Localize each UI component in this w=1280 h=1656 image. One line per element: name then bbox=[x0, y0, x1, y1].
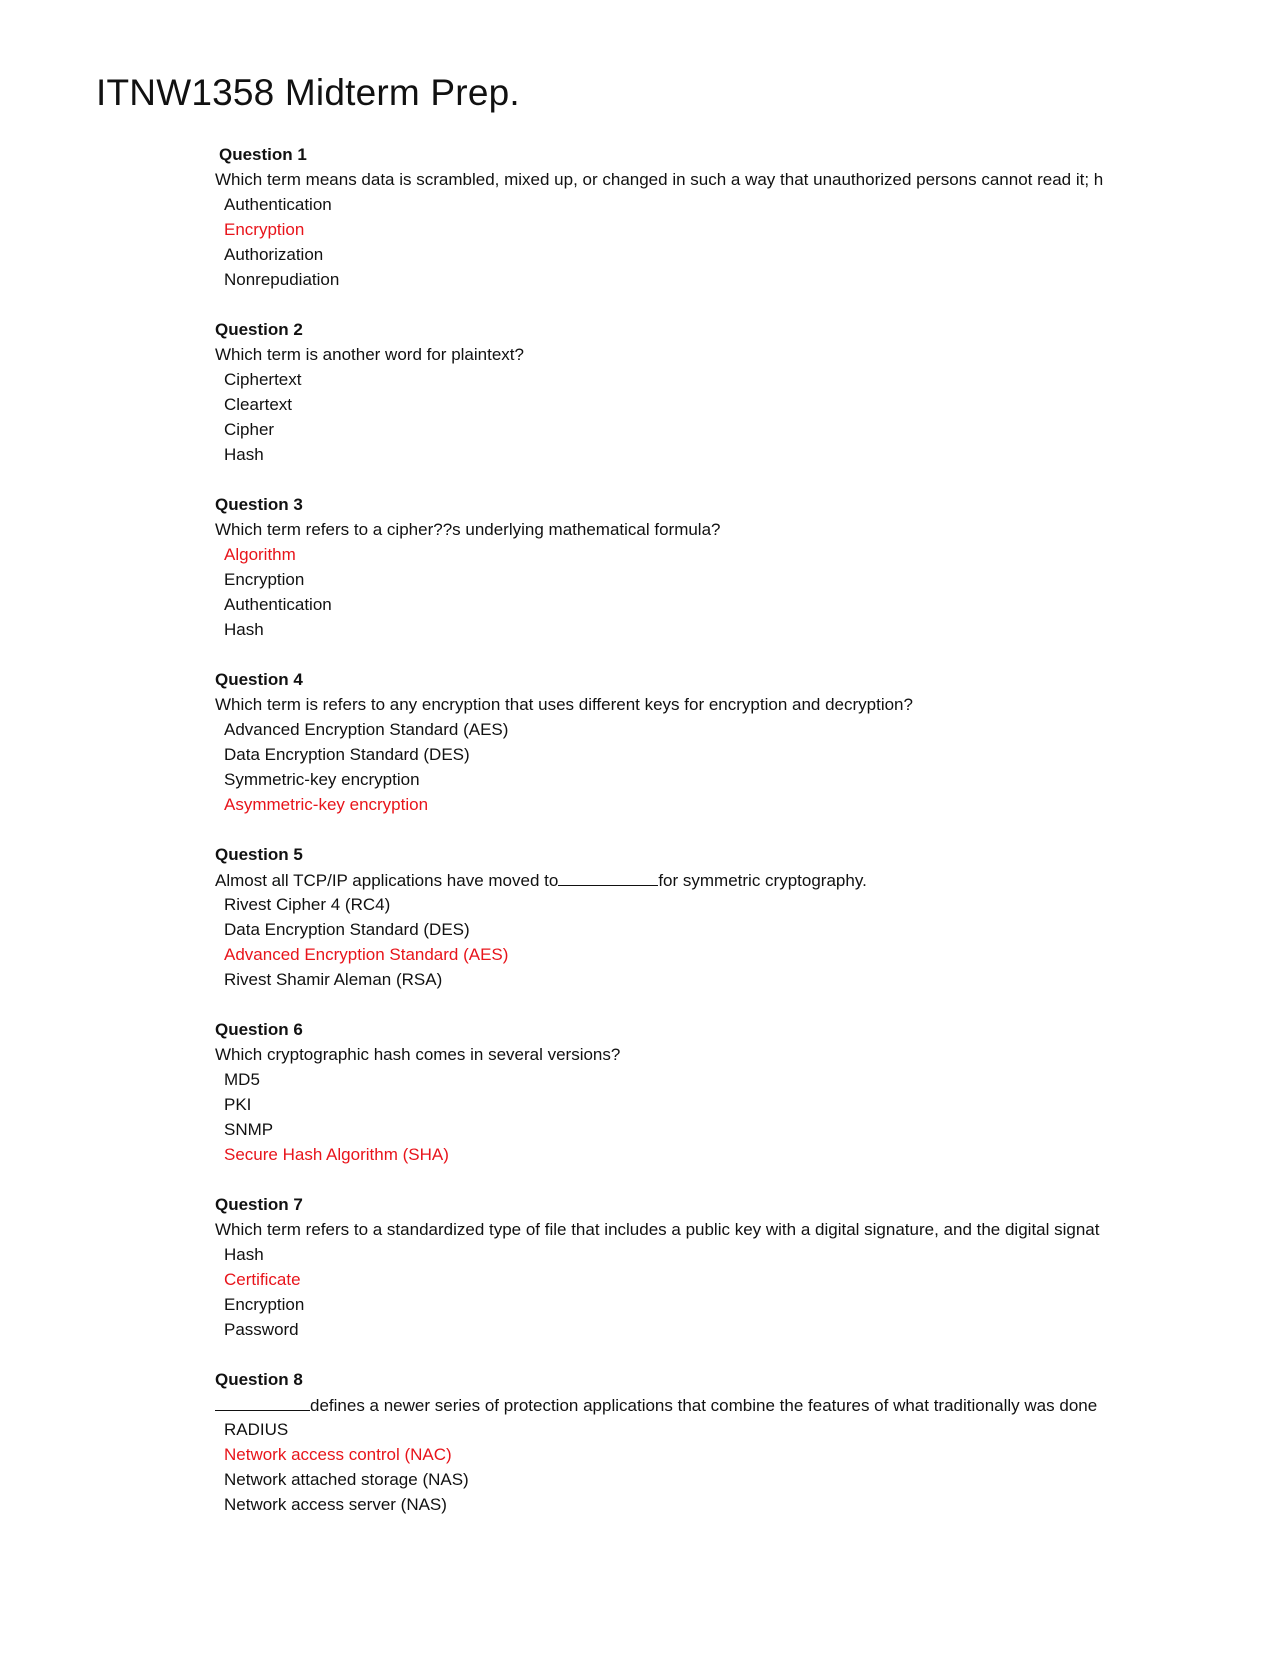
page-title: ITNW1358 Midterm Prep. bbox=[96, 72, 520, 113]
answer-option: MD5 bbox=[224, 1070, 260, 1089]
fill-in-blank bbox=[215, 1392, 310, 1411]
answer-option: Cipher bbox=[224, 420, 275, 439]
question-heading: Question 8 bbox=[215, 1370, 303, 1389]
answer-option: Authentication bbox=[224, 195, 332, 214]
answer-options bbox=[215, 192, 1265, 292]
question-1 bbox=[215, 142, 1265, 317]
answer-options bbox=[215, 1067, 1265, 1167]
answer-option: RADIUS bbox=[224, 1420, 289, 1439]
question-heading: Question 6 bbox=[215, 1020, 303, 1039]
question-text-before: Almost all TCP/IP applications have moved to bbox=[215, 871, 559, 890]
answer-option: Data Encryption Standard (DES) bbox=[224, 745, 470, 764]
answer-option: Hash bbox=[224, 445, 264, 464]
answer-options bbox=[215, 1242, 1265, 1342]
answer-option: Authentication bbox=[224, 595, 332, 614]
correct-answer-option: Network access control (NAC) bbox=[224, 1445, 452, 1464]
question-text: Which term refers to a cipher??s underlying mathematical formula? bbox=[215, 520, 721, 539]
question-7 bbox=[215, 1192, 1265, 1367]
answer-option: Encryption bbox=[224, 1295, 305, 1314]
question-text-after: defines a newer series of protection applications that combine the features of what traditionally was done bbox=[310, 1396, 1098, 1415]
answer-option: Encryption bbox=[224, 570, 305, 589]
fill-in-blank bbox=[558, 867, 658, 886]
answer-options bbox=[215, 542, 1265, 642]
correct-answer-option: Asymmetric-key encryption bbox=[224, 795, 429, 814]
answer-option: Rivest Cipher 4 (RC4) bbox=[224, 895, 391, 914]
question-6 bbox=[215, 1017, 1265, 1192]
answer-option: Cleartext bbox=[224, 395, 293, 414]
answer-option: PKI bbox=[224, 1095, 252, 1114]
answer-option: Rivest Shamir Aleman (RSA) bbox=[224, 970, 443, 989]
question-text bbox=[215, 867, 1265, 892]
answer-option: Hash bbox=[224, 1245, 264, 1264]
question-heading: Question 4 bbox=[215, 670, 303, 689]
answer-option: Nonrepudiation bbox=[224, 270, 340, 289]
question-heading: Question 5 bbox=[215, 845, 303, 864]
question-text: Which term is refers to any encryption that uses different keys for encryption and decryption? bbox=[215, 695, 913, 714]
question-text: Which term means data is scrambled, mixed up, or changed in such a way that unauthorized persons cannot read it; h bbox=[215, 170, 1104, 189]
correct-answer-option: Certificate bbox=[224, 1270, 301, 1289]
answer-option: Symmetric-key encryption bbox=[224, 770, 420, 789]
answer-option: Hash bbox=[224, 620, 264, 639]
correct-answer-option: Secure Hash Algorithm (SHA) bbox=[224, 1145, 449, 1164]
question-text: Which term is another word for plaintext? bbox=[215, 345, 524, 364]
question-heading: Question 2 bbox=[215, 320, 303, 339]
answer-option: Authorization bbox=[224, 245, 324, 264]
question-text bbox=[215, 1392, 1265, 1417]
answer-options bbox=[215, 717, 1265, 817]
question-2 bbox=[215, 317, 1265, 492]
correct-answer-option: Encryption bbox=[224, 220, 305, 239]
answer-option: Advanced Encryption Standard (AES) bbox=[224, 720, 509, 739]
correct-answer-option: Algorithm bbox=[224, 545, 296, 564]
answer-option: SNMP bbox=[224, 1120, 274, 1139]
question-3 bbox=[215, 492, 1265, 667]
correct-answer-option: Advanced Encryption Standard (AES) bbox=[224, 945, 509, 964]
answer-options bbox=[215, 367, 1265, 467]
answer-option: Data Encryption Standard (DES) bbox=[224, 920, 470, 939]
answer-option: Network access server (NAS) bbox=[224, 1495, 447, 1514]
question-4 bbox=[215, 667, 1265, 842]
question-heading: Question 3 bbox=[215, 495, 303, 514]
answer-option: Password bbox=[224, 1320, 299, 1339]
answer-option: Network attached storage (NAS) bbox=[224, 1470, 469, 1489]
question-list bbox=[215, 142, 1265, 1542]
question-heading: Question 1 bbox=[219, 145, 307, 164]
answer-option: Ciphertext bbox=[224, 370, 302, 389]
question-8 bbox=[215, 1367, 1265, 1542]
question-heading: Question 7 bbox=[215, 1195, 303, 1214]
answer-options bbox=[215, 892, 1265, 992]
question-text-after: for symmetric cryptography. bbox=[658, 871, 867, 890]
question-5 bbox=[215, 842, 1265, 1017]
answer-options bbox=[215, 1417, 1265, 1517]
question-text: Which term refers to a standardized type of file that includes a public key with a digital signature, and the digital signat bbox=[215, 1220, 1100, 1239]
question-text: Which cryptographic hash comes in several versions? bbox=[215, 1045, 621, 1064]
